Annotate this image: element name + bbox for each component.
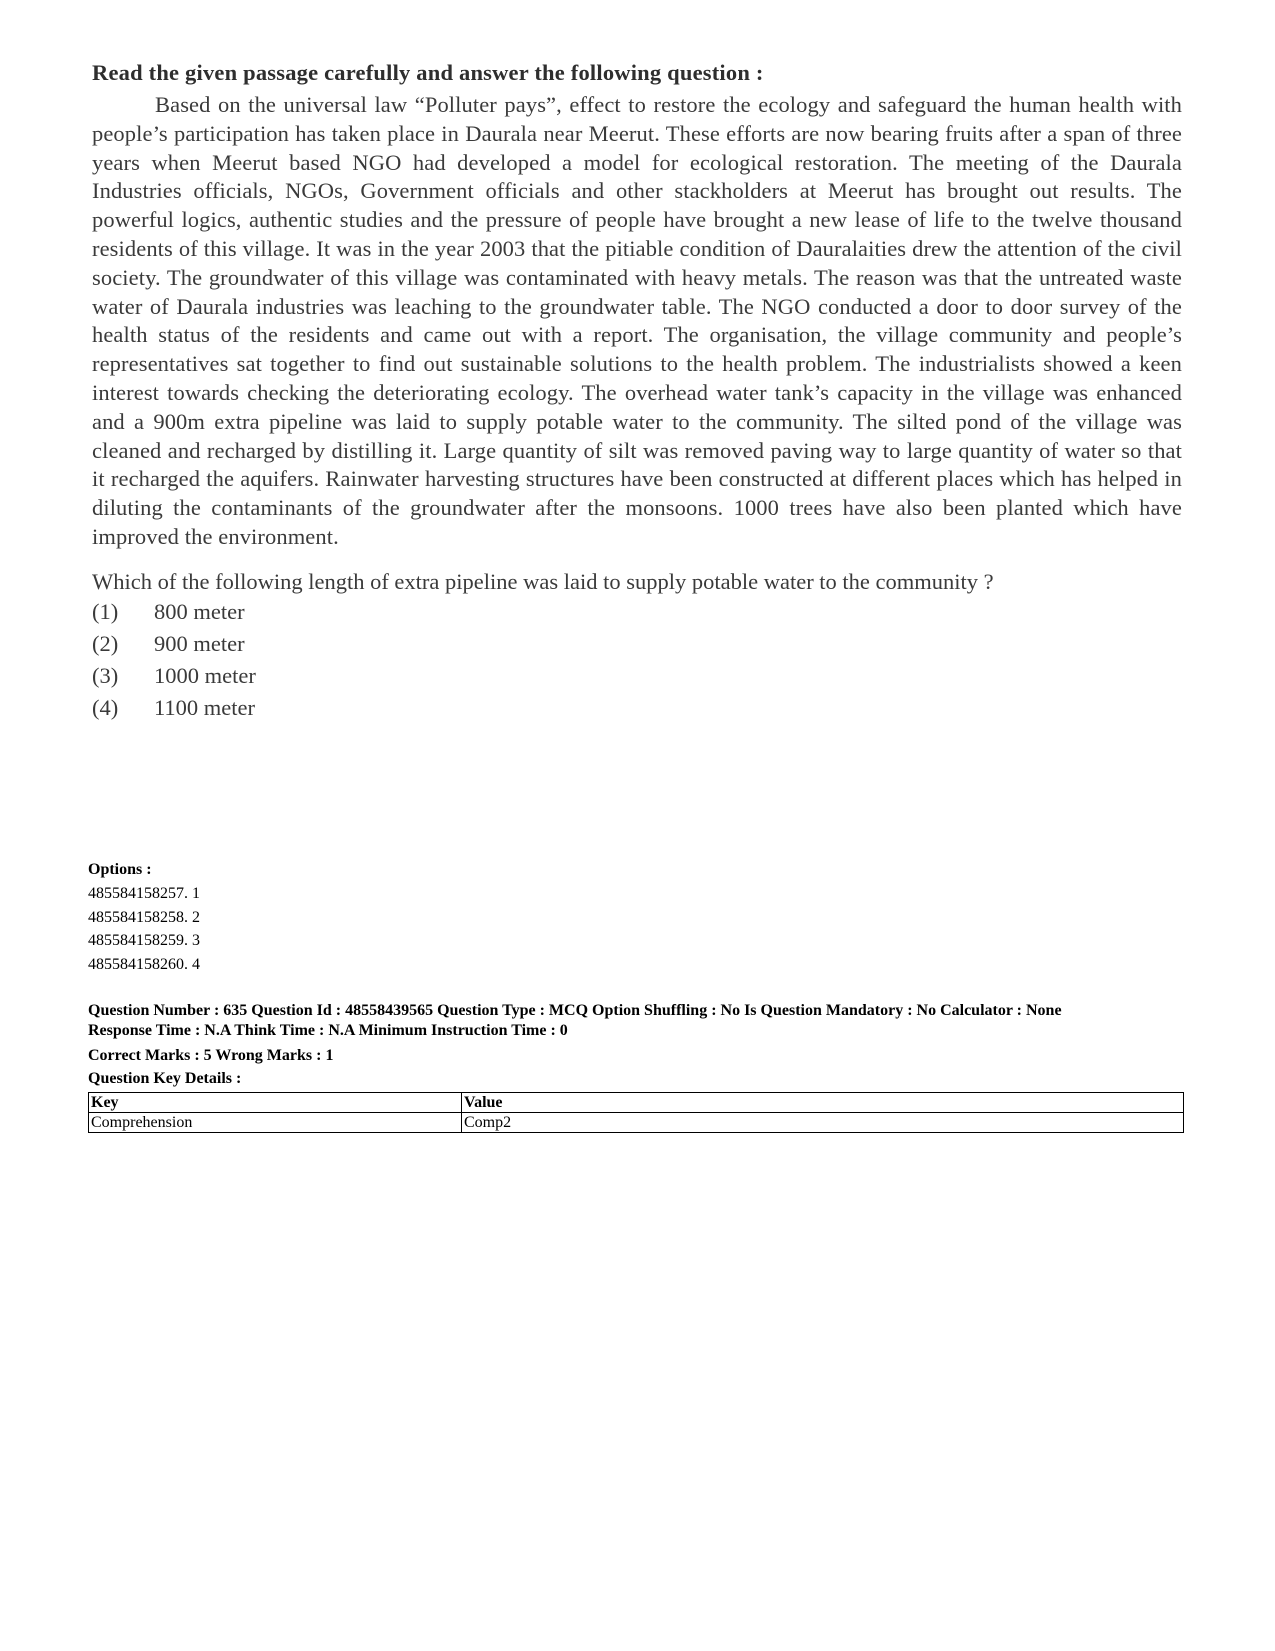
table-header-value: Value bbox=[462, 1093, 1184, 1113]
question-metadata bbox=[88, 858, 1188, 1133]
passage-heading: Read the given passage carefully and answer the following question : bbox=[92, 60, 764, 85]
question-info bbox=[88, 1001, 1188, 1040]
key-value-table bbox=[88, 1092, 1184, 1133]
option-id-line: 485584158260. 4 bbox=[88, 955, 200, 973]
answer-choice bbox=[92, 628, 1182, 660]
question-text: Which of the following length of extra pipeline was laid to supply potable water to the community ? bbox=[92, 568, 994, 594]
table-row bbox=[89, 1113, 1184, 1133]
choice-number: (4) bbox=[92, 694, 119, 720]
choice-text: 800 meter bbox=[154, 598, 245, 624]
option-id-line: 485584158259. 3 bbox=[88, 932, 200, 949]
answer-choice bbox=[92, 660, 1182, 692]
marks-line: Correct Marks : 5 Wrong Marks : 1 bbox=[88, 1047, 334, 1064]
key-details-title: Question Key Details : bbox=[88, 1070, 242, 1087]
answer-choices bbox=[92, 596, 1182, 724]
choice-text: 1100 meter bbox=[154, 694, 256, 720]
table-cell-value: Comp2 bbox=[462, 1113, 1184, 1133]
table-header-key: Key bbox=[89, 1093, 462, 1113]
table-cell-key: Comprehension bbox=[89, 1113, 462, 1133]
passage-image bbox=[92, 60, 1182, 724]
answer-choice bbox=[92, 596, 1182, 628]
answer-choice bbox=[92, 692, 1182, 724]
options-title: Options : bbox=[88, 861, 152, 878]
option-id-line: 485584158258. 2 bbox=[88, 908, 200, 926]
choice-text: 900 meter bbox=[154, 630, 245, 656]
question-info-line-1: Question Number : 635 Question Id : 48558439565 Question Type : MCQ Option Shuffling : No Is Question Mandatory : No Calculator : None bbox=[88, 1002, 1062, 1019]
option-id-line: 485584158257. 1 bbox=[88, 885, 200, 902]
table-header-row bbox=[89, 1093, 1184, 1113]
choice-number: (3) bbox=[92, 662, 119, 688]
question-info-line-2: Response Time : N.A Think Time : N.A Minimum Instruction Time : 0 bbox=[88, 1021, 568, 1039]
choice-number: (2) bbox=[92, 630, 119, 656]
choice-text: 1000 meter bbox=[154, 662, 256, 688]
passage-text: Based on the universal law “Polluter pays”, effect to restore the ecology and safeguard the human health with people’s participation has taken place in Daurala near Meerut. These efforts are now bearing fruits after a span of three years when Meerut based NGO had developed a model for ecological restoration. The meeting of the Daurala Industries officials, NGOs, Government officials and other stackholders at Meerut has brought out results. The powerful logics, authentic studies and the pressure of people have brought a new lease of life to the twelve thousand residents of this village. It was in the year 2003 that the pitiable condition of Dauralaities drew the attention of the civil society. The groundwater of this village was contaminated with heavy metals. The reason was that the untreated waste water of Daurala industries was leaching to the groundwater table. The NGO conducted a door to door survey of the health status of the residents and came out with a report. The organisation, the village community and people’s representatives sat together to find out sustainable solutions to the health problem. The industrialists showed a keen interest towards checking the deteriorating ecology. The overhead water tank’s capacity in the village was enhanced and a 900m extra pipeline was laid to supply potable water to the community. The silted pond of the village was cleaned and recharged by distilling it. Large quantity of silt was removed paving way to large quantity of water so that it recharged the aquifers. Rainwater harvesting structures have been constructed at different places which has helped in diluting the contaminants of the groundwater after the monsoons. 1000 trees have also been planted which have improved the environment. bbox=[92, 92, 1182, 549]
choice-number: (1) bbox=[92, 598, 119, 624]
